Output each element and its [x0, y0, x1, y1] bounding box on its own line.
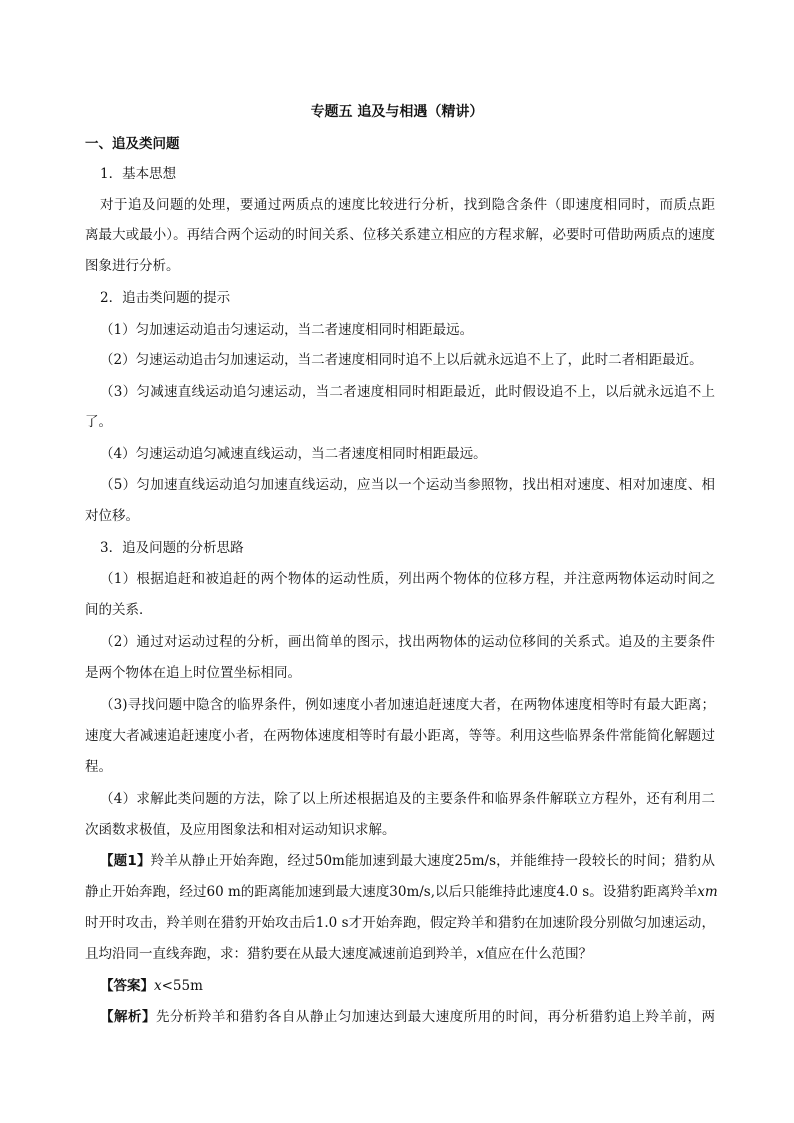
analysis-line: （4）求解此类问题的方法，除了以上所述根据追及的主要条件和临界条件解联立方程外，还有利用二 [100, 791, 715, 807]
problem-line: 时开时攻击，羚羊则在猎豹开始攻击后1.0 s才开始奔跑，假定羚羊和猎豹在加速阶段分别做匀加速运动， [85, 915, 715, 931]
problem-line: 【题1】羚羊从静止开始奔跑，经过50m能加速到最大速度25m/s，并能维持一段较长的时间；猎豹从 [100, 853, 715, 869]
page-title: 专题五 追及与相遇（精讲） [310, 104, 484, 120]
solution-line: 【解析】先分析羚羊和猎豹各自从静止匀加速达到最大速度所用的时间，再分析猎豹追上羚羊前，两 [100, 1009, 716, 1025]
subheading-basic-idea: 1．基本思想 [100, 166, 177, 182]
hint-line: 对位移。 [85, 508, 139, 524]
answer-line [100, 976, 715, 996]
analysis-line: 速度大者减速追赶速度小者，在两物体速度相等时有最小距离，等等。利用这些临界条件常能简化解题过 [85, 728, 715, 744]
problem-line: 静止开始奔跑，经过60 m的距离能加速到最大速度30m/s,以后只能维持此速度4.0 s。设猎豹距离羚羊xm [85, 884, 718, 900]
variable-xm: xm [697, 884, 718, 900]
answer-tag: 【答案】 [100, 978, 154, 994]
analysis-line: 是两个物体在追上时位置坐标相同。 [85, 665, 301, 681]
answer-value: <55m [161, 978, 203, 994]
analysis-line: 次函数求极值，及应用图象法和相对运动知识求解。 [85, 822, 396, 838]
analysis-line: 间的关系． [85, 602, 153, 618]
analysis-line: （2）通过对运动过程的分析，画出简单的图示，找出两物体的运动位移间的关系式。追及的主要条件 [100, 634, 715, 650]
section-heading: 一、追及类问题 [85, 136, 180, 152]
problem-tag: 【题1】 [100, 853, 151, 869]
paragraph-line: 对于追及问题的处理，要通过两质点的速度比较进行分析，找到隐含条件（即速度相同时，而质点距 [100, 197, 715, 213]
subheading-hints: 2．追击类问题的提示 [100, 290, 231, 306]
hint-line: （4）匀速运动追匀减速直线运动，当二者速度相同时相距最远。 [100, 446, 487, 462]
hint-line: （5）匀加速直线运动追匀加速直线运动，应当以一个运动当参照物，找出相对速度、相对加速度、相 [100, 477, 715, 493]
problem-line: 且均沿同一直线奔跑，求：猎豹要在从最大速度减速前追到羚羊，x值应在什么范围？ [85, 946, 593, 962]
hint-line: （2）匀速运动追击匀加速运动，当二者速度相同时追不上以后就永远追不上了，此时二者相距最近。 [100, 352, 703, 368]
subheading-analysis: 3．追及问题的分析思路 [100, 540, 244, 556]
solution-tag: 【解析】 [100, 1009, 156, 1025]
analysis-line: （1）根据追赶和被追赶的两个物体的运动性质，列出两个物体的位移方程，并注意两物体运动时间之 [100, 571, 715, 587]
hint-line: （1）匀加速运动追击匀速运动，当二者速度相同时相距最远。 [100, 322, 474, 338]
analysis-line: （3)寻找问题中隐含的临界条件，例如速度小者加速追赶速度大者，在两物体速度相等时有最大距离； [100, 697, 715, 713]
paragraph-line: 离最大或最小）。再结合两个运动的时间关系、位移关系建立相应的方程求解，必要时可借助两质点的速度 [85, 227, 715, 243]
analysis-line: 程。 [85, 759, 112, 775]
answer-variable: x [154, 978, 162, 994]
hint-line: （3）匀减速直线运动追匀速运动，当二者速度相同时相距最近，此时假设追不上，以后就永远追不上 [100, 384, 715, 400]
hint-line: 了。 [85, 414, 112, 430]
paragraph-line: 图象进行分析。 [85, 258, 180, 274]
variable-x: x [476, 946, 485, 962]
